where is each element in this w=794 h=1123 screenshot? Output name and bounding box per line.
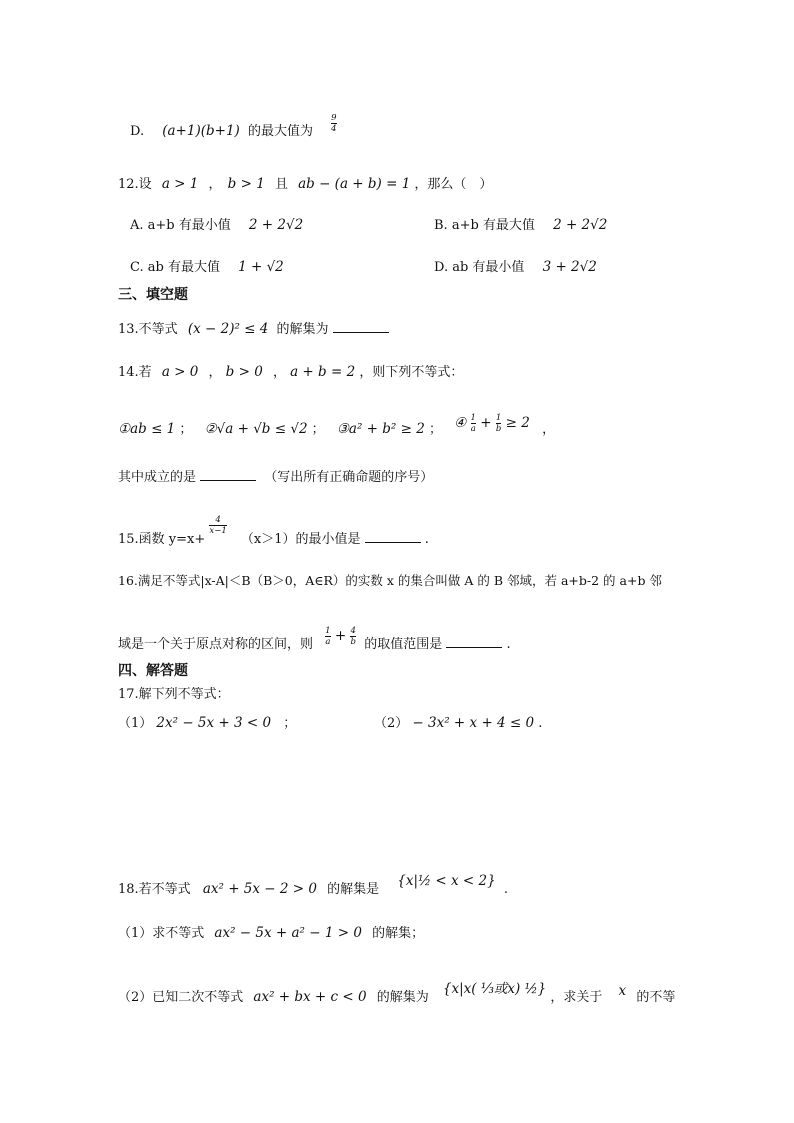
math-expr: − 3x² + x + 4 ≤ 0 xyxy=(412,715,535,731)
frac-num: 4 xyxy=(215,514,221,525)
item-1: ①ab ≤ 1 xyxy=(118,421,176,437)
math-expr: 2x² − 5x + 3 < 0 xyxy=(156,715,272,731)
frac-den: a xyxy=(470,424,476,434)
q12-option-c xyxy=(130,256,284,275)
frac-num: 9 xyxy=(331,112,337,123)
option-label: D. xyxy=(130,124,145,139)
part-label: （1）求不等式 xyxy=(118,926,205,941)
math-expr: 3 + 2√2 xyxy=(542,259,597,275)
question-text: 的解集为 xyxy=(376,990,429,1005)
conjunction: 且 xyxy=(274,177,288,192)
q14-items: ①ab ≤ 1 ； ②√a + √b ≤ √2 ； ③a² + b² ≥ 2 ； ④ $\frac{1}{a}$ + $\frac{1}{b}$ ≥ 2 ， xyxy=(118,412,556,437)
part-label: （2） xyxy=(374,716,409,731)
math-expr: a + b = 2 xyxy=(290,364,356,380)
frac-den: a xyxy=(325,637,331,647)
fraction xyxy=(209,516,226,536)
frac-den: b xyxy=(495,424,502,434)
math-expr: 2 + 2√2 xyxy=(553,217,608,233)
fraction-sum xyxy=(325,625,360,647)
math-expr: a > 1 xyxy=(161,176,199,192)
item-4-prefix: ④ xyxy=(454,415,467,431)
frac-num: 1 xyxy=(470,412,476,423)
question-tail: ，则下列不等式： xyxy=(359,365,464,380)
math-expr: b > 0 xyxy=(225,364,263,380)
q12-option-d xyxy=(434,256,597,275)
plus-sign: + xyxy=(334,628,347,644)
solution-set: {x|½ < x < 2} xyxy=(397,873,496,889)
q13 xyxy=(118,318,389,337)
period: . xyxy=(506,637,511,652)
math-expr: b > 1 xyxy=(227,176,265,192)
item-4-tail: ≥ 2 xyxy=(505,415,530,431)
q14-stem: 14.若 a > 0 ， b > 0 ， a + b = 2 ，则下列不等式： xyxy=(118,364,464,380)
option-label: C. ab 有最大值 xyxy=(130,260,220,275)
math-expr: (x − 2)² ≤ 4 xyxy=(187,321,269,337)
frac-den: x−1 xyxy=(209,526,227,536)
q12-stem xyxy=(118,173,492,192)
math-expr: 1 + √2 xyxy=(238,259,284,275)
period: . xyxy=(503,882,508,897)
solution-set: {x|x( ⅓或x) ½} xyxy=(442,981,547,997)
question-text: 的解集为 xyxy=(276,322,329,337)
frac-den: b xyxy=(350,637,356,647)
q16-line2 xyxy=(118,625,511,655)
answer-blank[interactable] xyxy=(365,541,421,543)
q17-part2 xyxy=(374,712,542,731)
q12-option-b xyxy=(434,214,607,233)
fraction xyxy=(471,414,476,434)
fraction xyxy=(350,627,355,647)
period: . xyxy=(424,532,429,547)
fraction xyxy=(331,114,336,134)
fraction xyxy=(496,414,501,434)
option-label: D. ab 有最小值 xyxy=(434,260,525,275)
question-number: 12.设 xyxy=(118,177,152,192)
q17-title: 17.解下列不等式： xyxy=(118,687,230,702)
option-label: B. a+b 有最大值 xyxy=(434,218,535,233)
q17-part1 xyxy=(118,712,296,731)
question-number: 14.若 xyxy=(118,365,152,380)
answer-note: （写出所有正确命题的序号） xyxy=(264,470,434,485)
item-2: ②√a + √b ≤ √2 xyxy=(204,421,308,437)
q16-line1: 16.满足不等式|x-A|＜B（B＞0，A∈R）的实数 x 的集合叫做 A 的 B 邻域，若 a+b-2 的 a+b 邻 xyxy=(118,573,662,588)
part-label: （1） xyxy=(118,716,153,731)
answer-blank[interactable] xyxy=(333,331,389,333)
question-text: 的解集； xyxy=(372,926,425,941)
section-heading: 三、填空题 xyxy=(118,287,188,303)
math-expr: ax² + 5x − 2 > 0 xyxy=(202,881,317,897)
item-3: ③a² + b² ≥ 2 xyxy=(336,421,425,437)
question-tail: ，那么（ ） xyxy=(414,177,493,192)
math-expr: ax² + bx + c < 0 xyxy=(253,989,367,1005)
math-var: x xyxy=(618,983,627,999)
math-expr: 2 + 2√2 xyxy=(248,217,304,233)
item-4: ④ $\frac{1}{a}$ + $\frac{1}{b}$ ≥ 2 xyxy=(454,412,530,434)
q14-answer xyxy=(118,466,433,485)
period: . xyxy=(538,716,543,731)
frac-num: 1 xyxy=(495,412,502,423)
math-expr: ax² − 5x + a² − 1 > 0 xyxy=(214,925,362,941)
option-text: 的最大值为 xyxy=(247,124,313,139)
fraction xyxy=(325,627,330,647)
frac-num: 1 xyxy=(325,625,331,636)
question-number: 15.函数 y=x+ xyxy=(118,532,206,547)
separator: ； xyxy=(283,716,297,731)
question-text: ，求关于 xyxy=(550,990,603,1005)
math-expr: a > 0 xyxy=(161,364,199,380)
q15 xyxy=(118,514,429,550)
answer-blank[interactable] xyxy=(446,646,502,648)
question-text: 的解集是 xyxy=(327,882,380,897)
separator: ， xyxy=(208,177,222,192)
option-label: A. a+b 有最小值 xyxy=(130,218,231,233)
q12-option-a xyxy=(130,214,303,233)
question-text: 域是一个关于原点对称的区间，则 xyxy=(118,637,314,652)
question-text: （x＞1）的最小值是 xyxy=(240,532,361,547)
q18-part1 xyxy=(118,922,424,941)
q11-option-d xyxy=(130,112,337,142)
q18-part2 xyxy=(118,981,676,1005)
answer-prefix: 其中成立的是 xyxy=(118,470,197,485)
frac-num: 4 xyxy=(350,625,356,636)
question-text: 的不等 xyxy=(636,990,676,1005)
math-expr: ab − (a + b) = 1 xyxy=(298,176,411,192)
question-number: 18.若不等式 xyxy=(118,882,191,897)
math-expr: (a+1)(b+1) xyxy=(162,123,240,139)
part-label: （2）已知二次不等式 xyxy=(118,990,244,1005)
section-heading: 四、解答题 xyxy=(118,663,188,679)
frac-den: 4 xyxy=(331,124,337,134)
answer-blank[interactable] xyxy=(200,479,256,481)
question-number: 13.不等式 xyxy=(118,322,178,337)
question-text: 的取值范围是 xyxy=(364,637,443,652)
q18-stem xyxy=(118,873,508,897)
